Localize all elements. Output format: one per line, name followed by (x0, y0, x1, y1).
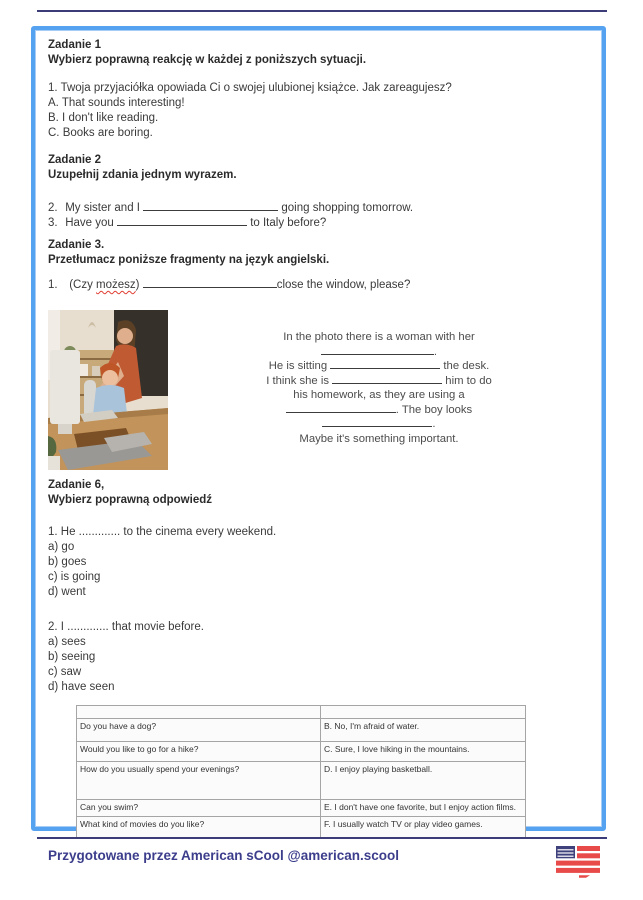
answer-blank-line (117, 216, 247, 226)
zadanie2-instruction: Uzupełnij zdania jednym wyrazem. (48, 169, 237, 181)
desc-line-4-post: him to do (445, 374, 492, 387)
zadanie1-option-c: C. Books are boring. (48, 127, 153, 139)
table-row (77, 706, 526, 719)
zadanie1-header (48, 38, 590, 68)
q1-option-a: a) go (48, 541, 75, 553)
desc-line-2 (168, 345, 590, 360)
sentence-pre: My sister and I (65, 202, 140, 214)
sentence-post: to Italy before? (250, 217, 327, 229)
zadanie1-question: 1. Twoja przyjaciółka opowiada Ci o swojej ulubionej książce. Jak zareagujesz? (48, 82, 452, 94)
desc-line-4 (168, 374, 590, 389)
answer-blank-line (143, 201, 278, 211)
photo-illustration (48, 310, 168, 470)
answer-cell: E. I don't have one favorite, but I enjoy action films. (321, 800, 526, 817)
question-cell: Do you have a dog? (77, 719, 321, 742)
answer-cell: B. No, I'm afraid of water. (321, 719, 526, 742)
matching-table (76, 705, 526, 838)
q2-option-c: c) saw (48, 666, 82, 678)
answer-blank-line (286, 403, 396, 413)
desc-line-1: In the photo there is a woman with her (283, 331, 475, 343)
table-row (77, 742, 526, 762)
matching-table-container (76, 705, 519, 829)
zadanie3-title: Zadanie 3. (48, 239, 105, 251)
answer-cell: F. I usually watch TV or play video games. (321, 817, 526, 838)
top-rule (37, 10, 607, 12)
zadanie3-header (48, 238, 590, 268)
desc-line-6-post: . The boy looks (395, 403, 473, 416)
zadanie2-items (48, 201, 590, 231)
q2-option-d: d) have seen (48, 681, 115, 693)
question-cell: What kind of movies do you like? (77, 817, 321, 838)
sentence-post: going shopping tomorrow. (281, 202, 414, 214)
question-cell: Can you swim? (77, 800, 321, 817)
zadanie6-question1 (48, 525, 590, 600)
desc-line-4-pre: I think she is (266, 374, 330, 387)
photo-description-text (168, 310, 590, 470)
sentence-pre: Have you (65, 217, 114, 229)
zadanie3-instruction: Przetłumacz poniższe fragmenty na język angielski. (48, 254, 330, 266)
zadanie6-header (48, 478, 590, 508)
item-number: 3. (48, 217, 58, 229)
table-row (77, 719, 526, 742)
q2-option-a: a) sees (48, 636, 86, 648)
question-text: 1. He ............. to the cinema every weekend. (48, 526, 277, 538)
zadanie1-option-a: A. That sounds interesting! (48, 97, 185, 109)
q1-option-b: b) goes (48, 556, 87, 568)
photo-task (48, 310, 590, 470)
zadanie1-instruction: Wybierz poprawną reakcję w każdej z poniższych sytuacji. (48, 54, 367, 66)
worksheet-content (35, 38, 602, 829)
fill-in-sentence (48, 216, 590, 231)
zadanie1-question-block (48, 81, 590, 141)
bottom-rule (37, 837, 607, 839)
answer-cell (321, 706, 526, 719)
q2-option-b: b) seeing (48, 651, 96, 663)
zadanie6-instruction: Wybierz poprawną odpowiedź (48, 494, 212, 506)
misspelled-word: możesz (96, 279, 136, 291)
answer-cell: C. Sure, I love hiking in the mountains. (321, 742, 526, 762)
polish-prompt-close: ) (135, 279, 140, 291)
zadanie6-title: Zadanie 6, (48, 479, 105, 491)
table-row (77, 800, 526, 817)
zadanie1-option-b: B. I don't like reading. (48, 112, 159, 124)
desc-line-6 (168, 403, 590, 418)
table-row (77, 817, 526, 838)
answer-blank-line (330, 359, 440, 369)
desc-line-8: Maybe it's something important. (299, 432, 459, 445)
zadanie2-header (48, 153, 590, 183)
american-flag-icon (556, 846, 600, 883)
answer-blank-line (322, 417, 432, 427)
zadanie3-item (48, 278, 590, 293)
zadanie1-title: Zadanie 1 (48, 39, 102, 51)
polish-prompt-open: (Czy (69, 279, 93, 291)
desc-line-7 (168, 417, 590, 432)
answer-blank-line (321, 345, 434, 355)
q1-option-d: d) went (48, 586, 86, 598)
item-number: 1. (48, 279, 58, 291)
question-cell (77, 706, 321, 719)
photo-woman-boy-computer (48, 310, 168, 470)
fill-in-sentence (48, 201, 590, 216)
sentence-post: close the window, please? (276, 279, 411, 291)
desc-line-3-pre: He is sitting (268, 360, 328, 372)
question-cell: How do you usually spend your evenings? (77, 762, 321, 800)
question-cell: Would you like to go for a hike? (77, 742, 321, 762)
desc-line-7-end: . (432, 418, 436, 430)
desc-line-3-post: the desk. (443, 360, 490, 372)
desc-line-2-end: . (433, 345, 438, 358)
table-row (77, 762, 526, 800)
answer-blank-line (332, 374, 442, 384)
worksheet-frame (31, 26, 606, 831)
answer-blank-line (143, 278, 277, 288)
footer-credit: Przygotowane przez American sCool @american.scool (48, 848, 400, 863)
desc-line-5: his homework, as they are using a (293, 389, 465, 401)
zadanie6-question2 (48, 620, 590, 695)
answer-cell: D. I enjoy playing basketball. (321, 762, 526, 800)
item-number: 2. (48, 202, 58, 214)
question-text: 2. I ............. that movie before. (48, 621, 204, 633)
zadanie2-title: Zadanie 2 (48, 154, 102, 166)
desc-line-3 (168, 359, 590, 374)
q1-option-c: c) is going (48, 571, 101, 583)
